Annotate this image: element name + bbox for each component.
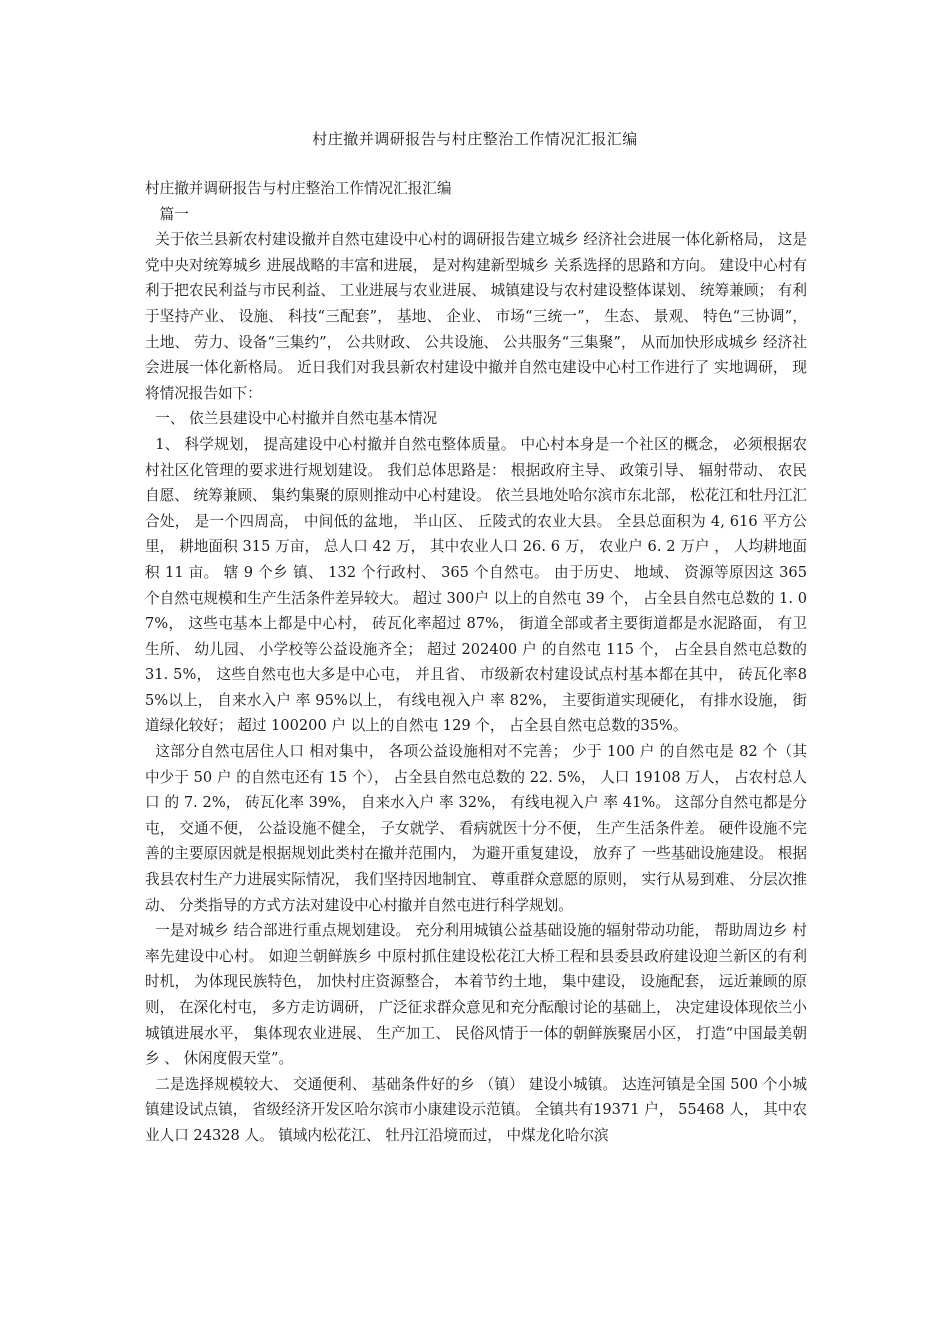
paragraph-intro: 关于依兰县新农村建设撤并自然屯建设中心村的调研报告建立城乡 经济社会进展一体化新格局， 这是党中央对统筹城乡 进展战略的丰富和进展， 是对构建新型城乡 关系选择的思路和方向。 建设中心村有利于把农民利益与市民利益、 工业进展与农业进展、 城镇建设与农村建设整体谋划、 统筹兼顾； 有利于坚持产业、 设施、 科技“三配套”， 基地、 企业、 市场“三统一”， 生态、 景观、 特色“三协调”， 土地、 劳力、设备“三集约”， 公共财政、 公共设施、 公共服务“三集聚”， 从而加快形成城乡 经济社会进展一体化新格局。 近日我们对我县新农村建设中撤并自然屯建设中心村工作进行了 实地调研， 现将情况报告如下：: [145, 231, 807, 402]
document-body: [145, 176, 807, 1149]
paragraph-small-villages: 这部分自然屯居住人口 相对集中， 各项公益设施相对不完善； 少于 100 户 的自然屯是 82 个（其中少于 50 户 的自然屯还有 15 个）， 占全县自然屯总数的 22. 5%， 人口 19108 万人， 占农村总人口 的 7. 2%， 砖瓦化率 39%， 自来水入户 率 32%， 有线电视入户 率 41%。 这部分自然屯都是分屯， 交通不便， 公益设施不健全， 子女就学、 看病就医十分不便， 生产生活条件差。 硬件设施不完善的主要原因就是根据规划此类村在撤并范围内， 为避开重复建设， 放弃了 一些基础设施建设。 根据我县农村生产力进展实际情况， 我们坚持因地制宜、 尊重群众意愿的原则， 实行从易到难、 分层次推动、 分类指导的方式方法对建设中心村撤并自然屯进行科学规划。: [145, 743, 807, 914]
document-subtitle: 村庄撤并调研报告与村庄整治工作情况汇报汇编: [145, 180, 452, 197]
section-heading-one: 一、 依兰县建设中心村撤并自然屯基本情况: [155, 410, 438, 428]
section-label: 篇一: [159, 205, 189, 223]
document-title: 村庄撤并调研报告与村庄整治工作情况汇报汇编: [312, 130, 638, 148]
paragraph-urban-rural: 一是对城乡 结合部进行重点规划建设。 充分利用城镇公益基础设施的辐射带动功能， 帮助周边乡 村率先建设中心村。 如迎兰朝鲜族乡 中原村抓住建设松花江大桥工程和县委县政府建设迎兰新区的有利时机， 为体现民族特色， 加快村庄资源整合， 本着节约土地， 集中建设， 设施配套， 远近兼顾的原则， 在深化村屯， 多方走访调研， 广泛征求群众意见和充分酝酿讨论的基础上， 决定建设体现依兰小城镇进展水平， 集体现农业进展、 生产加工、 民俗风情于一体的朝鲜族聚居小区， 打造“中国最美朝乡 、 休闲度假天堂”。: [145, 922, 807, 1068]
paragraph-planning: 1、 科学规划， 提高建设中心村撤并自然屯整体质量。 中心村本身是一个社区的概念， 必须根据农村社区化管理的要求进行规划建设。 我们总体思路是： 根据政府主导、 政策引导、 辐射带动、 农民自愿、 统筹兼顾、 集约集聚的原则推动中心村建设。 依兰县地处哈尔滨市东北部， 松花江和牡丹江汇合处， 是一个四周高， 中间低的盆地， 半山区、 丘陵式的农业大县。 全县总面积为 4, 616 平方公里， 耕地面积 315 万亩， 总人口 42 万， 其中农业人口 26. 6 万， 农业户 6. 2 万户 ， 人均耕地面积 11 亩。 辖 9 个乡 镇、 132 个行政村、 365 个自然屯。 由于历史、 地域、 资源等原因这 365 个自然屯规模和生产生活条件差异较大。 超过 300户 以上的自然屯 39 个， 占全县自然屯总数的 1. 07%， 这些屯基本上都是中心村， 砖瓦化率超过 87%， 街道全部或者主要街道都是水泥路面， 有卫生所、 幼儿园、 小学校等公益设施齐全； 超过 202400 户 的自然屯 115 个， 占全县自然屯总数的 31. 5%， 这些自然屯也大多是中心屯， 并且省、 市级新农村建设试点村基本都在其中， 砖瓦化率85%以上， 自来水入户 率 95%以上， 有线电视入户 率 82%， 主要街道实现硬化， 有排水设施， 街道绿化较好； 超过 100200 户 以上的自然屯 129 个， 占全县自然屯总数的35%。: [145, 435, 807, 735]
paragraph-small-towns: 二是选择规模较大、 交通便利、 基础条件好的乡 （镇） 建设小城镇。 达连河镇是全国 500 个小城镇建设试点镇， 省级经济开发区哈尔滨市小康建设示范镇。 全镇共有19371 户， 55468 人， 其中农业人口 24328 人。 镇域内松花江、 牡丹江沿境而过， 中煤龙化哈尔滨: [145, 1075, 807, 1144]
